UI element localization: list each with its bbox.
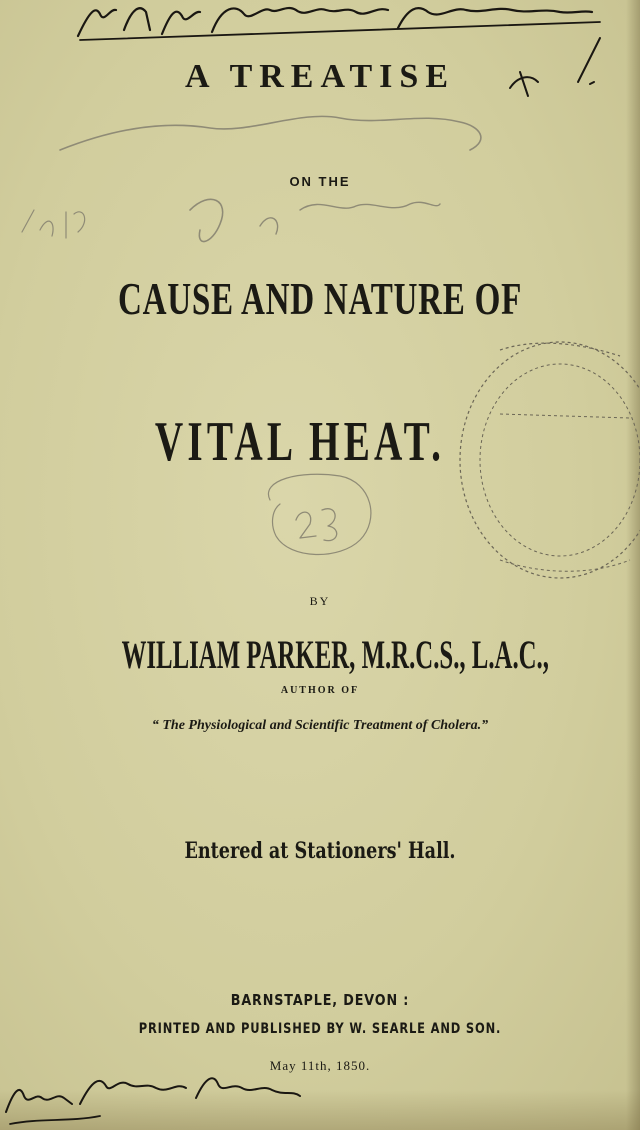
publication-place: BARNSTAPLE, DEVON : bbox=[230, 991, 410, 1009]
author-name: WILLIAM PARKER, M.R.C.S., L.A.C., bbox=[121, 632, 549, 677]
printer-line: PRINTED AND PUBLISHED BY W. SEARLE AND SON. bbox=[138, 1021, 502, 1037]
page-edge-shadow bbox=[626, 0, 640, 1130]
previous-work-title: “ The Physiological and Scientific Treatment of Cholera.” bbox=[151, 718, 489, 733]
treatise-heading: A TREATISE bbox=[185, 58, 455, 95]
subject-line-1: CAUSE AND NATURE OF bbox=[117, 273, 523, 324]
connector-text: ON THE bbox=[289, 174, 351, 189]
page-bottom-shadow bbox=[0, 1090, 640, 1130]
by-text: BY bbox=[309, 594, 331, 608]
publication-date: May 11th, 1850. bbox=[269, 1058, 371, 1073]
author-of-text: AUTHOR OF bbox=[280, 685, 360, 696]
entered-notice: Entered at Stationers' Hall. bbox=[184, 838, 456, 864]
subject-line-2: VITAL HEAT. bbox=[154, 411, 446, 473]
